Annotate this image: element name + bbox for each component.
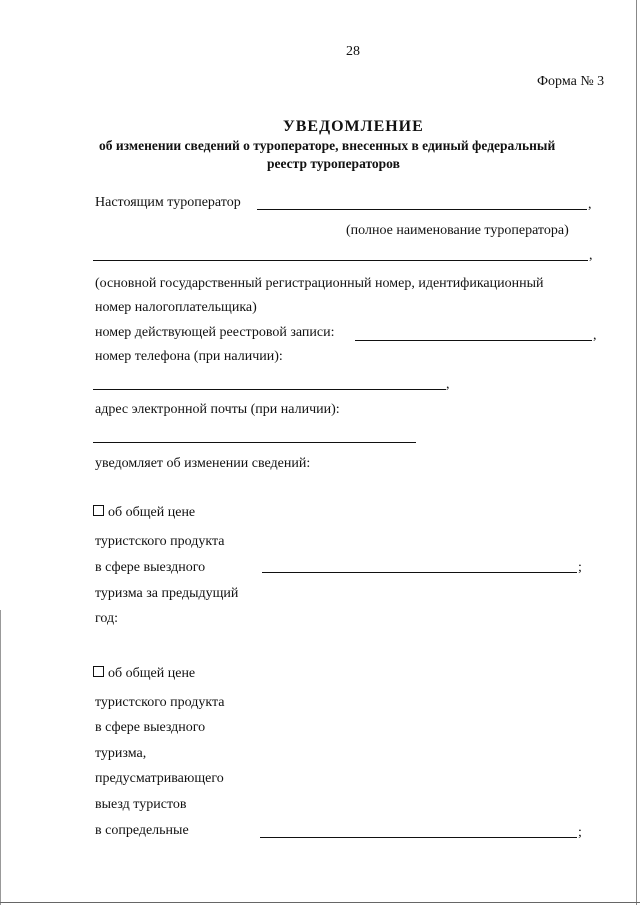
section2-line2: туристского продукта bbox=[95, 695, 225, 710]
touroperator-hint: (полное наименование туроператора) bbox=[346, 223, 569, 238]
comma-registry: , bbox=[593, 328, 597, 343]
email-field[interactable] bbox=[93, 442, 416, 443]
phone-field[interactable] bbox=[93, 389, 446, 390]
comma-ogrn: , bbox=[589, 248, 593, 263]
notifies-label: уведомляет об изменении сведений: bbox=[95, 456, 311, 471]
form-label: Форма № 3 bbox=[537, 74, 605, 89]
email-label: адрес электронной почты (при наличии): bbox=[95, 402, 340, 417]
document-subtitle-line1: об изменении сведений о туроператоре, внесенных в единый федеральный bbox=[99, 138, 556, 153]
registry-number-field[interactable] bbox=[355, 340, 592, 341]
section1-value-field[interactable] bbox=[262, 572, 577, 573]
section2-line5: предусматривающего bbox=[95, 771, 224, 786]
semicolon-section1: ; bbox=[578, 560, 582, 575]
comma-phone: , bbox=[446, 377, 450, 392]
document-title: УВЕДОМЛЕНИЕ bbox=[283, 118, 424, 135]
semicolon-section2: ; bbox=[578, 825, 582, 840]
section1-line5: год: bbox=[95, 611, 119, 626]
section2-line4: туризма, bbox=[95, 746, 147, 761]
section2-checkbox[interactable] bbox=[93, 666, 104, 677]
scan-edge-bottom bbox=[0, 902, 640, 903]
section1-line2: туристского продукта bbox=[95, 534, 225, 549]
phone-label: номер телефона (при наличии): bbox=[95, 349, 283, 364]
document-subtitle-line2: реестр туроператоров bbox=[267, 156, 400, 171]
comma-touroperator: , bbox=[588, 197, 592, 212]
touroperator-label: Настоящим туроператор bbox=[95, 195, 241, 210]
section1-line1: об общей цене bbox=[93, 505, 195, 521]
ogrn-inn-field[interactable] bbox=[93, 260, 588, 261]
section2-line6: выезд туристов bbox=[95, 797, 187, 812]
ogrn-hint-line1: (основной государственный регистрационный номер, идентификационный bbox=[95, 276, 544, 291]
section2-line3: в сфере выездного bbox=[95, 720, 206, 735]
section1-checkbox[interactable] bbox=[93, 505, 104, 516]
scan-edge-right bbox=[636, 0, 637, 905]
touroperator-name-field[interactable] bbox=[257, 209, 587, 210]
ogrn-hint-line2: номер налогоплательщика) bbox=[95, 300, 257, 315]
section1-line4: туризма за предыдущий bbox=[95, 586, 239, 601]
section2-line7: в сопредельные bbox=[95, 823, 189, 838]
section2-value-field[interactable] bbox=[260, 837, 577, 838]
page-number: 28 bbox=[346, 44, 360, 59]
section2-line1: об общей цене bbox=[93, 666, 195, 682]
scan-edge-left bbox=[0, 610, 1, 905]
section1-line3: в сфере выездного bbox=[95, 560, 206, 575]
registry-number-label: номер действующей реестровой записи: bbox=[95, 325, 335, 340]
